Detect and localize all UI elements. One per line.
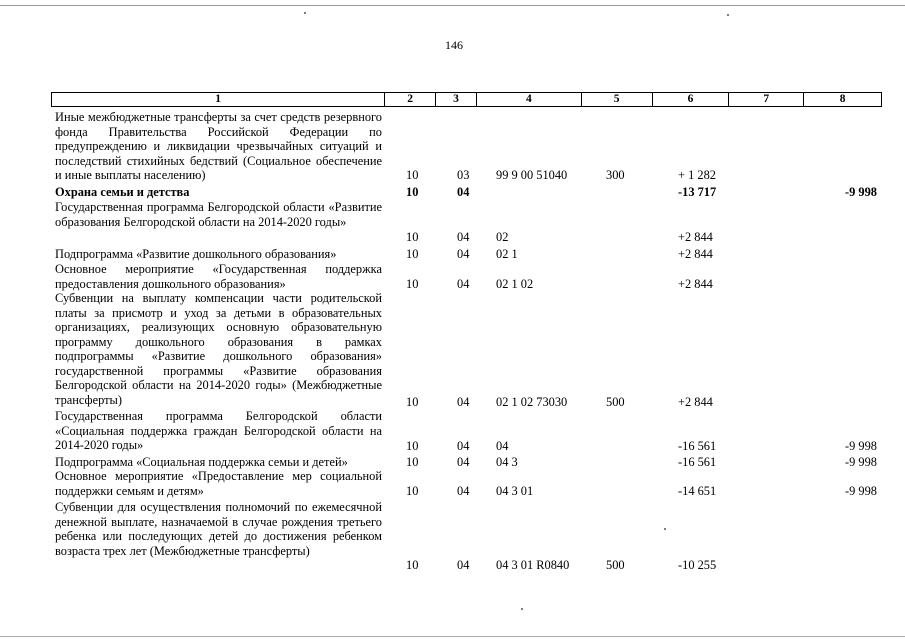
row-col-3: 04 [457, 247, 470, 261]
header-col-7: 7 [729, 93, 804, 106]
header-col-1: 1 [52, 93, 385, 106]
row-description: Государственная программа Белгородской области «Развитие образования Белгородской области на 2014-2020 годы» [55, 200, 382, 229]
row-col-2: 10 [406, 484, 419, 498]
row-col-8: -9 998 [844, 439, 877, 453]
row-col-2: 10 [406, 395, 419, 409]
row-col-6: +2 844 [678, 230, 713, 244]
row-col-6: -16 561 [678, 439, 717, 453]
header-col-4: 4 [477, 93, 582, 106]
scan-dot [304, 12, 306, 14]
row-col-2: 10 [406, 168, 419, 182]
row-col-3: 04 [457, 395, 470, 409]
top-edge-line [0, 5, 905, 6]
row-col-6: -13 717 [678, 185, 717, 199]
page-number: 146 [445, 38, 463, 52]
row-col-3: 04 [457, 277, 470, 291]
row-col-6: -14 651 [678, 484, 717, 498]
row-col-5: 300 [606, 168, 625, 182]
row-col-2: 10 [406, 230, 419, 244]
row-description: Субвенции на выплату компенсации части родительской платы за присмотр и уход за детьми в образовательных организациях, реализующих основную образовательную программу дошкольного образования в рамках подпрограммы «Развитие дошкольного образования» государственной программы «Развитие образования Белгородской области на 2014-2020 годы» (Межбюджетные трансферты) [55, 291, 382, 407]
row-col-4: 02 1 02 73030 [496, 395, 568, 409]
row-col-2: 10 [406, 185, 419, 199]
row-col-6: + 1 282 [678, 168, 716, 182]
row-col-4: 02 1 02 [496, 277, 534, 291]
row-col-3: 04 [457, 455, 470, 469]
row-col-2: 10 [406, 455, 419, 469]
row-description: Основное мероприятие «Государственная поддержка предоставления дошкольного образования» [55, 262, 382, 291]
scan-dot [727, 14, 729, 16]
row-col-4: 04 3 01 R0840 [496, 558, 570, 572]
row-col-4: 02 1 [496, 247, 518, 261]
row-description: Подпрограмма «Социальная поддержка семьи и детей» [55, 455, 348, 469]
row-col-5: 500 [606, 558, 625, 572]
row-col-2: 10 [406, 439, 419, 453]
row-col-2: 10 [406, 277, 419, 291]
row-col-3: 04 [457, 558, 470, 572]
row-col-6: +2 844 [678, 395, 713, 409]
row-col-4: 04 3 [496, 455, 518, 469]
row-col-4: 04 [496, 439, 509, 453]
row-col-6: -16 561 [678, 455, 717, 469]
row-col-5: 500 [606, 395, 625, 409]
header-col-8: 8 [839, 93, 846, 105]
row-col-6: +2 844 [678, 247, 713, 261]
header-col-5: 5 [582, 93, 653, 106]
row-col-3: 04 [457, 439, 470, 453]
row-col-3: 04 [457, 185, 470, 199]
row-description: Основное мероприятие «Предоставление мер социальной поддержки семьям и детям» [55, 469, 382, 498]
row-col-4: 02 [496, 230, 509, 244]
scan-dot [664, 528, 666, 530]
row-col-2: 10 [406, 247, 419, 261]
row-col-3: 04 [457, 484, 470, 498]
row-col-8: -9 998 [844, 185, 877, 199]
row-col-4: 04 3 01 [496, 484, 534, 498]
row-col-4: 99 9 00 51040 [496, 168, 568, 182]
row-col-3: 04 [457, 230, 470, 244]
bottom-edge-line [0, 636, 905, 637]
row-col-6: +2 844 [678, 277, 713, 291]
row-col-8: -9 998 [844, 484, 877, 498]
header-col-3: 3 [436, 93, 477, 106]
scan-dot [521, 608, 523, 610]
header-col-6: 6 [653, 93, 730, 106]
row-description: Иные межбюджетные трансферты за счет средств резервного фонда Правительства Российской Федерации по предупреждению и ликвидации чрезвычайных ситуаций и последствий стихийных бедствий (Социальное обеспечение и иные выплаты населению) [55, 110, 382, 182]
row-description: Подпрограмма «Развитие дошкольного образования» [55, 247, 337, 261]
row-col-3: 03 [457, 168, 470, 182]
row-col-2: 10 [406, 558, 419, 572]
row-description: Охрана семьи и детства [55, 185, 190, 199]
row-col-8: -9 998 [844, 455, 877, 469]
row-col-6: -10 255 [678, 558, 717, 572]
row-description: Субвенции для осуществления полномочий по ежемесячной денежной выплате, назначаемой в случае рождения третьего ребенка или последующих детей до достижения ребенком возраста трех лет (Межбюджетные трансферты) [55, 500, 382, 558]
table-header [51, 92, 882, 107]
header-col-2: 2 [385, 93, 436, 106]
row-description: Государственная программа Белгородской области «Социальная поддержка граждан Белгородской области на 2014-2020 годы» [55, 409, 382, 452]
